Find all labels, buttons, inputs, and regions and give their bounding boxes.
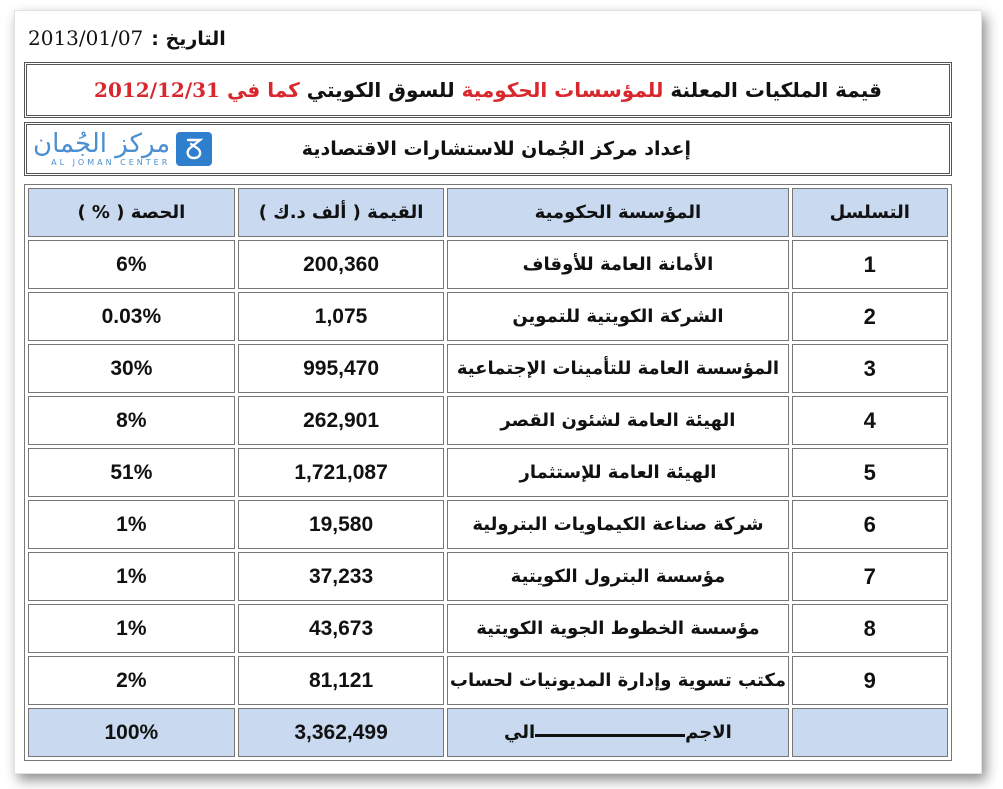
row-sequence: 7 [792, 552, 949, 601]
row-value: 19,580 [238, 500, 445, 549]
row-entity: الهيئة العامة لشئون القصر [447, 396, 788, 445]
row-value: 995,470 [238, 344, 445, 393]
total-empty-cell [792, 708, 949, 757]
row-entity: مؤسسة الخطوط الجوية الكويتية [447, 604, 788, 653]
row-sequence: 6 [792, 500, 949, 549]
title-box [24, 62, 952, 118]
column-header-share: الحصة ( % ) [28, 188, 235, 237]
row-entity: الهيئة العامة للإستثمار [447, 448, 788, 497]
table-row [28, 292, 948, 341]
row-sequence: 1 [792, 240, 949, 289]
table-row [28, 500, 948, 549]
total-label-end: الي [504, 722, 536, 743]
row-sequence: 9 [792, 656, 949, 705]
row-share: 8% [28, 396, 235, 445]
column-header-entity: المؤسسة الحكومية [447, 188, 788, 237]
row-value: 262,901 [238, 396, 445, 445]
total-label-start: الاجم [685, 722, 732, 743]
title-highlight: للمؤسسات الحكومية [461, 78, 664, 102]
row-entity: الشركة الكويتية للتموين [447, 292, 788, 341]
row-entity: الأمانة العامة للأوقاف [447, 240, 788, 289]
title-part-3: للسوق الكويتي [299, 78, 462, 102]
logo-arabic-text: مركز الجُمان [33, 129, 171, 159]
row-sequence: 2 [792, 292, 949, 341]
table-row [28, 240, 948, 289]
total-value: 3,362,499 [238, 708, 445, 757]
row-share: 51% [28, 448, 235, 497]
row-entity: مؤسسة البترول الكويتية [447, 552, 788, 601]
table-row [28, 604, 948, 653]
prepared-by-text: إعداد مركز الجُمان للاستشارات الاقتصادية [301, 138, 691, 160]
total-label [504, 722, 732, 743]
column-header-value: القيمة ( ألف د.ك ) [238, 188, 445, 237]
row-entity: شركة صناعة الكيماويات البترولية [447, 500, 788, 549]
date-line [28, 26, 226, 50]
row-share: 0.03% [28, 292, 235, 341]
table-row [28, 396, 948, 445]
table-body [28, 240, 948, 705]
row-share: 6% [28, 240, 235, 289]
holdings-table [24, 184, 952, 761]
table-total-row [28, 708, 948, 757]
row-share: 1% [28, 552, 235, 601]
title-part-1: قيمة الملكيات المعلنة [663, 78, 882, 102]
row-value: 1,075 [238, 292, 445, 341]
prepared-by-box [24, 122, 952, 176]
row-entity: المؤسسة العامة للتأمينات الإجتماعية [447, 344, 788, 393]
row-share: 1% [28, 500, 235, 549]
joman-logo-icon [176, 132, 212, 166]
joman-logo [33, 130, 247, 168]
table-row [28, 344, 948, 393]
row-entity: مكتب تسوية وإدارة المديونيات لحساب [447, 656, 788, 705]
table-row [28, 552, 948, 601]
title-date: 2012/12/31 [94, 78, 220, 102]
page-title [27, 65, 949, 115]
title-as-of: كما في [226, 78, 300, 102]
row-sequence: 5 [792, 448, 949, 497]
row-share: 30% [28, 344, 235, 393]
row-sequence: 8 [792, 604, 949, 653]
column-header-sequence: التسلسل [792, 188, 949, 237]
date-label: التاريخ : [151, 28, 226, 50]
table-row [28, 448, 948, 497]
row-value: 81,121 [238, 656, 445, 705]
row-value: 200,360 [238, 240, 445, 289]
row-share: 1% [28, 604, 235, 653]
logo-wordmark [33, 131, 170, 167]
row-sequence: 3 [792, 344, 949, 393]
total-share: 100% [28, 708, 235, 757]
total-label-kashida [535, 734, 685, 737]
total-label-cell [447, 708, 788, 757]
row-sequence: 4 [792, 396, 949, 445]
logo-english-text: AL JOMAN CENTER [51, 158, 171, 167]
table-row [28, 656, 948, 705]
row-value: 37,233 [238, 552, 445, 601]
row-share: 2% [28, 656, 235, 705]
row-value: 1,721,087 [238, 448, 445, 497]
date-value: 2013/01/07 [28, 26, 144, 50]
table-header-row [28, 188, 948, 237]
row-value: 43,673 [238, 604, 445, 653]
